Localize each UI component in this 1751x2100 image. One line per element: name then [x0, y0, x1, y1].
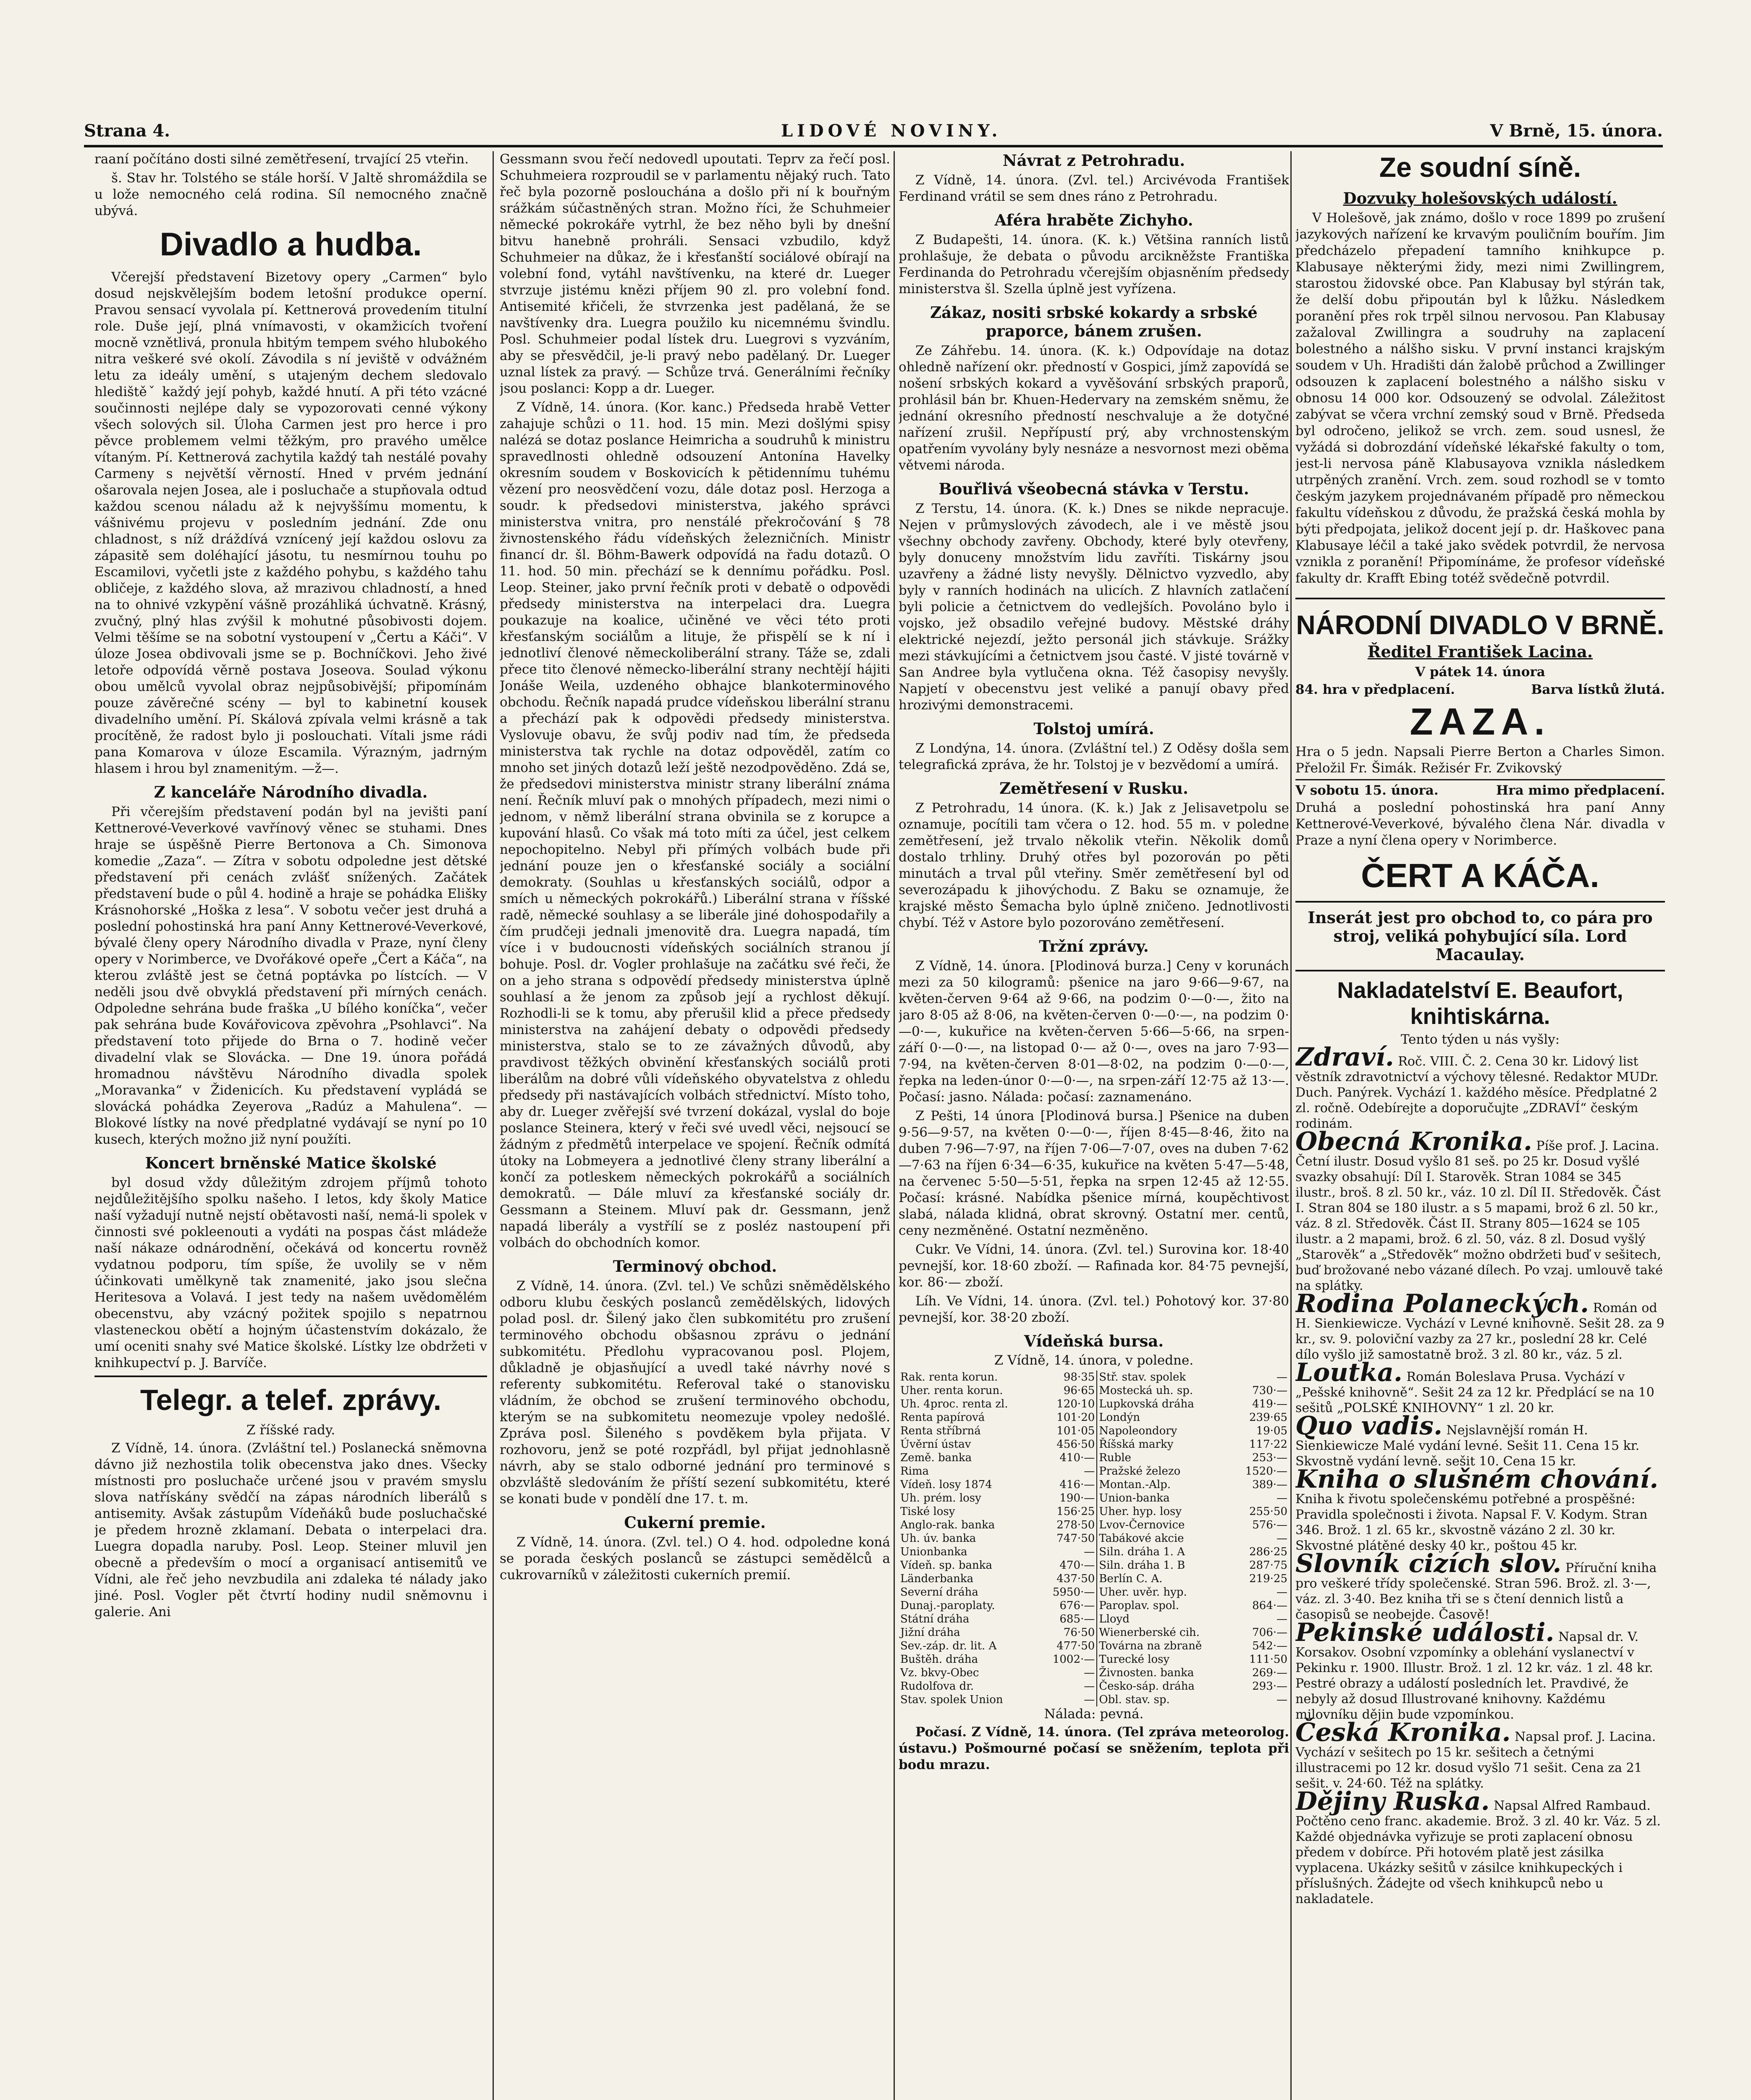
security-name: Turecké losy	[1099, 1653, 1170, 1666]
security-price: 239·65	[1249, 1411, 1287, 1424]
column-rule	[894, 151, 895, 2100]
security-name: Uh. prém. losy	[900, 1492, 981, 1504]
security-name: Úvěrní ústav	[900, 1438, 971, 1451]
security-price: 19·05	[1256, 1425, 1287, 1437]
article-paragraph: Z Petrohradu, 14 února. (K. k.) Jak z Jelisavetpolu se oznamuje, pocítili tam včera o 12. hod. 55 m. v poledne zemětřesení, jež trvalo několik vteřin. Několik domů dostalo trhliny. Druhý otřes byl pozorován po pěti minutách a trval půl vteřiny. Směr zemětřesení byl od severozápadu k jihovýchodu. Z Baku se oznamuje, že krajské město Šemacha bylo úplně zničeno. Jednotlivosti chybí. Též v Astore bylo pozorováno zemětřesení.	[899, 801, 1289, 930]
article-heading: Dozvuky holešovských událostí.	[1343, 189, 1617, 207]
article-paragraph: byl dosud vždy důležitým zdrojem příjmů tohoto nejdůležitějšího spolku našeho. I letos, kdy školy Matice naší vyžadují nutně nejstí obětavosti naší, nemá-li spolek v činnosti své pokleenouti a vydáti na pospas část mládeže naší nákaze odnárodnění, očekává od koncertu rovněž vydatnou podporu, tím spíše, že uvolily se v něm účinkovati umělkyně tak znamenité, jako jsou slečna Heritesova a Volavá. I jest tedy na našem uvědomělém obecenstvu, aby vzácný požitek spojilo s nepatrnou vlasteneckou obětí a hojným účastenstvím dokázalo, že umí oceniti snahy své Matice školské. Lístky lze obdržeti v knihkupectví p. J. Barvíče.	[94, 1175, 487, 1370]
security-name: Ruble	[1099, 1452, 1131, 1464]
article-paragraph: Gessmann svou řečí nedovedl upoutati. Teprv za řečí posl. Schuhmeiera rozproudil se v parlamentu nějaký ruch. Tato řeč byla pozorně poslouchána a došlo při ní k bouřným srážkám súčastněných stran. Možno říci, že Schuhmeier německé pokrokáře vytrhl, že bez něho byli by dnešní bitvu hanebně prohráli. Sensaci vzbudilo, když Schuhmeier na důkaz, že i křesťanští sociálové obírají na volební fond, vytáhl navštívenku, na které dr. Lueger stvrzuje jistému knězi příjem 90 zl. pro volební fond. Antisemité křičeli, že stvrzenka jest padělaná, že se navštívenky dra. Luegra použilo ku nicemnému švindlu. Posl. Schuhmeier podal lístek dru. Luegrovi s vyzváním, aby se přesvědčil, je-li pravý nebo padělaný. Dr. Lueger uznal lístek za pravý. — Schůze trvá. Generálními řečníky jsou poslanci: Kopp a dr. Lueger.	[500, 152, 890, 396]
book-ad	[1295, 1358, 1665, 1416]
article-paragraph: Z Vídně, 14. února. (Kor. kanc.) Předseda hrabě Vetter zahajuje schůzi o 11. hod. 15 min. Mezi došlými spisy nalézá se dotaz poslance Heimricha a soudruhů k ministru spravedlnosti ohledně odsouzení Antonína Havelky okresním soudem v Boskovicích k pětidennímu tuhému vězení pro neosvědčení vozu, dále dotaz posl. Herzoga a soudr. k předsedovi ministerstva, jakého správci ministerstva vnitra, pro nenstálé překročování § 78 živnostenského řádu vídeňských železničních. Ministr financí dr. šl. Böhm-Bawerk odpovídá na řadu dotazů. O 11. hod. 50 min. přechází se k dennímu pořádku. Posl. Leop. Steiner, jako první řečník proti v debatě o odpovědi předsedy ministerstva na interpelaci dra. Luegra poukazuje na koalice, učiněné ve věci této proti křesťanským sociálům a lituje, že přispělí se k ní i jednotliví členové německoliberální strany. Táže se, zdali přece tito členové německo-liberální strany nechtějí hájiti Jonáše Weila, uzdeného obhajce blankoterminového obchodu. Řečník napadá prudce vídeňskou liberální stranu a přechází pak k odpovědi předsedy ministerstva. Vyslovuje obavu, že svůj podiv nad tím, že předseda ministerstva tak rychle na dotaz odpověděl, zatím co mnoho set jiných dotazů leží ještě nezodpověděno. Zdá se, že předsedovi ministerstva ministr strany liberální známa není. Řečník mluví pak o mnohých případech, mezi nimi o jednom, v němž liberální strana obvinila se z korupce a kupování hlasů. Co však má toto míti za účel, jest celkem nepochopitelno. Nebyl při přímých volbách bude při jednání pouze jen o křesťanské sociály a sociální demokraty. (Souhlas u křesťanských sociálů, odpor a smích u německých pokrokářů.) Liberální strana v říšské radě, německé souhlasy a se liberále jiné dohospodařily a čím prudčeji jednali jmenovitě dra. Luegra napadá, tím více i v budoucnosti vídeňských sociálních stranou jí bohuje. Posl. dr. Vogler prohlašuje na začátku své řeči, že on a jeho strana s odpovědí předsedy ministerstva úplně souhlasí a že jenom za způsob její a rychlost děkují. Rozhodli-li se k tomu, aby přerušil klid a přece předsedy ministerstva na zahájení debaty o odpovědi předsedy ministerstva, stalo se to ze závažných důvodů, aby pravdivost těžkých obvinění křesťanských sociálů proti liberálům na dobré vůli vídeňského obyvatelstva z ohledu předsedy při nastávajících volbách střednictví. Místo toho, aby dr. Lueger zvěřejší své tvrzení dokázal, vyslal do boje poslance Steinera, který v řeči své uvedl věci, nejsoucí se žádným z předmětů interpelace ve spojení. Řečník odmítá útoky na Lobmeyera a jednotlivé členy strany liberální a končí za potleskem německých pokrokářů a sociálních demokratů. — Dále mluví za křesťanské sociály dr. Gessmann a Steinem. Mluví pak dr. Gessmann, jenž napadá liberály a vystřílí se z posléz nastoupení při volbách do obchodních komor.	[500, 400, 890, 1250]
section-divider	[94, 1376, 487, 1377]
security-name: Česko-sáp. dráha	[1099, 1680, 1195, 1693]
security-name: Länderbanka	[900, 1572, 974, 1585]
security-price: 117·22	[1249, 1438, 1287, 1451]
book-title: Pekinské události.	[1295, 1618, 1554, 1647]
security-price: 219·25	[1249, 1572, 1287, 1585]
security-price: 255·50	[1249, 1505, 1287, 1518]
market-row	[899, 1626, 1289, 1639]
security-price: —	[1277, 1693, 1287, 1706]
market-row	[899, 1424, 1289, 1438]
market-row	[899, 1411, 1289, 1424]
book-ad	[1295, 1549, 1665, 1622]
security-price: 120·10	[1039, 1397, 1097, 1411]
security-price: 730·—	[1252, 1384, 1287, 1397]
article-paragraph: Z Budapešti, 14. února. (K. k.) Většina ranních listů prohlašuje, že debata o původu arcikněžste Františka Ferdinanda do Petrohradu včerejším objasněním předsedy ministerstva šl. Szella úplně jest vyřízena.	[899, 232, 1289, 297]
security-name: Uh. úv. banka	[900, 1532, 976, 1545]
ticket-colour-note: Barva lístků žlutá.	[1531, 682, 1665, 697]
section-heading: Telegr. a telef. zprávy.	[140, 1383, 442, 1416]
security-price: —	[1277, 1532, 1287, 1545]
security-price: 1520·—	[1245, 1465, 1287, 1478]
security-name: Továrna na zbraně	[1099, 1640, 1202, 1652]
masthead-title: LIDOVÉ NOVINY.	[781, 121, 1002, 141]
market-row	[899, 1478, 1289, 1491]
security-name: Pražské železo	[1099, 1465, 1181, 1478]
security-price: 542·—	[1252, 1640, 1287, 1652]
security-name: Stř. stav. spolek	[1099, 1371, 1186, 1383]
book-description: Kniha k řivotu společenskému potřebné a prospěšné: Pravidla společnosti i života. Napsal F. V. Kodym. Stran 346. Brož. 1 zl. 65 kr., skvostně vázáno 2 zl. 30 kr. Skvostné plátěné desky 40 kr., poštou 45 kr.	[1295, 1492, 1648, 1553]
market-row	[899, 1505, 1289, 1518]
market-table-subheading: Z Vídně, 14. února, v poledne.	[994, 1353, 1194, 1368]
publisher-intro: Tento týden u nás vyšly:	[1400, 1032, 1560, 1047]
theatre-ad-title: NÁRODNÍ DIVADLO V BRNĚ.	[1295, 598, 1665, 640]
security-price: 287·75	[1249, 1559, 1287, 1572]
security-name: Siln. dráha 1. B	[1099, 1559, 1185, 1572]
security-price: 101·05	[1039, 1424, 1097, 1438]
article-paragraph: Z Terstu, 14. února. (K. k.) Dnes se nikde nepracuje. Nejen v průmyslových závodech, ale i ve městě jsou všechny obchody zavřeny. Obchody, které byly otevřeny, byly donuceny množstvím lidu zavříti. Tiskárny jsou uzavřeny a žádné listy nevyšly. Dělnictvo vyzvedlo, aby byly v ranních hodinách na ulicích. Z hlavních zatlačení byli policie a četnictvem do vedlejších. Povoláno bylo i vojsko, jež obsadilo veřejné budovy. Městské dráhy elektrické nejezdí, ježto personál jich stávkuje. Srážky mezi stávkujícími a četnictvem jsou časté. V jisté továrně v San Andree byla vytlučena okna. Též časopisy nevyšly. Napjetí v obecenstvu jest veliké a panují obavy před hrozivými demonstracemi.	[899, 501, 1289, 713]
column-2	[500, 151, 890, 2100]
security-price: —	[1039, 1693, 1097, 1706]
article-paragraph: Z Vídně, 14. února. (Zvl. tel.) O 4. hod. odpoledne koná se porada českých poslanců se zástupci semědělců a cukrovarníků v záležitosti cukerních premií.	[500, 1535, 890, 1583]
article-paragraph: Včerejší představení Bizetovy opery „Carmen“ bylo dosud nejskvělejším bodem letošní produkce operní. Pravou sensací vyvolala pí. Kettnerová provedením titulní role. Duše její, plná vnímavosti, v okamžicích tvoření mocně vznětlivá, pronula hbitým tempem svého hlubokého nitra veškeré své okolí. Závodila s ní jeviště v odvážném letu za ideály umění, s utajeným dechem sledovalo hledištěˇ každý její pohyb, každé hnutí. A při této vzácné součinnosti nejlépe daly se vypozorovati cenné výkony všech solových sil. Úloha Carmen jest pro herce i pro pěvce problemem velmi těžkým, pro pravého umělce vítaným. Pí. Kettnerová zachytila každý tah nestálé povahy Carmeny s největší věrností. Hned v prvém jednání ošarovala nejen Josea, ale i posluchače a stupňovala odtud každou scenou náladu až k nejvyššímu momentu, k vášnivému projevu v posledním jednání. Zde onu chladnost, s níž dráždívá vznícený její každou oslovu za zápasitě sem doléhající jásotu, tu nesmírnou touhu po Escamilovi, vyčetli jste z každého pohybu, s každého tahu obličeje, z každého slova, až mrazivou chladností, a hned na to ohnivé vzkypění vášně prozáhliká úchvatně. Krásný, zvučný, plný hlas zvýšil k mohutné působivosti dojem. Velmi těšíme se na sobotní vystoupení v „Čertu a Káči“. V úloze Josea obdivovali jsme se p. Bochníčkovi. Jeho živé letoře odpovídá věrně postava Joseova. Soulad výkonu obou umělců vyvolal obraz nejpůsobivější; připomínám pouze závěrečné scény — byl to kabinetní kousek divadelního umění. Pí. Skálová zpívala velmi krásně a tak procítěně, že radost bylo ji poslouchati. Vítali jsme rádi pana Komarova v úloze Escamila. Výrazným, jadrným hlasem i hrou byl znamenitým. —ž—.	[94, 270, 487, 776]
book-title: Obecná Kronika.	[1295, 1127, 1532, 1156]
security-price: 470·—	[1039, 1559, 1097, 1572]
security-name: Lupkovská dráha	[1099, 1398, 1194, 1410]
market-row	[899, 1438, 1289, 1451]
theatre-director: Ředitel František Lacina.	[1367, 642, 1593, 661]
security-price: 706·—	[1252, 1626, 1287, 1639]
security-price: 253·—	[1252, 1452, 1287, 1464]
security-price: 437·50	[1039, 1572, 1097, 1586]
book-description: Napsal dr. V. Korsakov. Osobní vzpomínky a oblehání vyslanectví v Pekinku r. 1900. Illustr. Brož. 1 zl. 12 kr. váz. 1 zl. 48 kr. Pestré obrazy a událostí posledních let. Pravdivé, že nebyly až dosud Illustrované knihovny. Každému milovníku dějin bude vzpomínkou.	[1295, 1630, 1653, 1722]
security-name: Renta stříbrná	[900, 1425, 981, 1437]
article-heading: Tržní zprávy.	[1039, 937, 1149, 956]
book-title: Dějiny Ruska.	[1295, 1787, 1490, 1816]
security-name: Rudolfova dr.	[900, 1680, 974, 1693]
security-name: Union-banka	[1099, 1492, 1170, 1504]
market-row	[899, 1370, 1289, 1384]
security-price: 269·—	[1252, 1667, 1287, 1679]
performance-date: V sobotu 15. února.	[1295, 783, 1439, 798]
market-row	[899, 1653, 1289, 1666]
article-heading: Zemětřesení v Rusku.	[999, 779, 1188, 798]
security-price: 389·—	[1252, 1478, 1287, 1491]
book-ad	[1295, 1787, 1665, 1907]
market-row	[899, 1572, 1289, 1586]
article-heading: Koncert brněnské Matice školské	[145, 1154, 437, 1172]
security-name: Buštěh. dráha	[900, 1653, 978, 1666]
article-paragraph: š. Stav hr. Tolstého se stále horší. V Jaltě shromáždila se u lože nemocného celá rodina. Síl nemocného značně ubývá.	[94, 171, 487, 218]
book-description: Napsal prof. J. Lacina. Vychází v sešitech po 15 kr. sešitech a četnými illustracemi po 12 kr. dosud vyšlo 71 sešit. Cena za 21 sešit. v. 24·60. Též na splátky.	[1295, 1730, 1656, 1791]
security-price: 747·50	[1039, 1532, 1097, 1545]
security-name: Sev.-záp. dr. lit. A	[900, 1640, 997, 1652]
article-paragraph: Z Pešti, 14 února [Plodinová bursa.] Pšenice na duben 9·56—9·57, na květen 0·—0·—, říjen 8·45—8·46, žito na duben 7·96—7·97, na říjen 7·06—7·07, oves na duben 7·62—7·63 na říjen 6·34—6·35, kukuřice na květen 5·47—5·48, na červenec 5·50—5·51, řepka na srpen 12·45 až 12·55. Počasí: krásné. Nabídka pšenice mírná, koupěchtivost slabá, nálada klidná, obrat skrovný. Ostatní mer. centů, ceny nezměněné. Ostatní nezměněno.	[899, 1108, 1289, 1238]
security-price: —	[1277, 1492, 1287, 1504]
market-row	[899, 1639, 1289, 1653]
security-name: Napoleondory	[1099, 1425, 1177, 1437]
security-price: 456·50	[1039, 1438, 1097, 1451]
security-price: 278·50	[1039, 1518, 1097, 1532]
security-name: Vz. bkvy-Obec	[900, 1667, 979, 1679]
book-ad	[1295, 1718, 1665, 1791]
page-number: Strana 4.	[84, 121, 170, 141]
performance-info-row	[1295, 682, 1665, 697]
security-price: 416·—	[1039, 1478, 1097, 1491]
security-name: Dunaj.-paroplaty.	[900, 1599, 995, 1612]
market-row	[899, 1666, 1289, 1680]
book-title: Česká Kronika.	[1295, 1718, 1511, 1747]
market-row	[899, 1451, 1289, 1465]
weather-report: Počasí. Z Vídně, 14. února. (Tel zpráva meteorolog. ústavu.) Pošmourné počasí se sněžením, teplota při bodu mrazu.	[899, 1725, 1289, 1772]
market-row	[899, 1693, 1289, 1706]
article-paragraph: V Holešově, jak známo, došlo v roce 1899 po zrušení jazykových nařízení ke krvavým pouličním bouřím. Jim předcházelo přepadení tamního knihkupce p. Klabusaye některými židy, mezi nimi Zwillingrem, starostou židovské obce. Pan Klabusay byl stýrán tak, že delší dobu připoután byl k lůžku. Následkem poranění přes rok trpěl silnou nervosou. Pan Klabusay zažaloval Zwillingra a soudruhy na zaplacení bolestného a nálšho sisku. V první instanci krajským soudem v Uh. Hradišti dán žalobě průchod a Zwillinger odsouzen k zaplacení bolestného a nálšho sisku v obnosu 14 000 kor. Odsouzený se odvolal. Záležitost zabývat se včera vrchní zemský soud v Brně. Předseda byl odročeno, jelikož se vrch. zem. soud usnesl, že vyžádá si dobrozdání vídeňské lékařské fakulty o tom, jest-li nervosa páně Klabusayova vznikla následkem utrpěných zranění. Vrch. zem. soud rozhodl se v tomto českým jazykem projednávaném případě pro německou fakultu vídeňskou z důvodu, že pražská česká mohla by býti předpojata, jelikož docent její p. dr. Haškovec pana Klabusaye léčil a také jako svědek potvrdil, že nervosa vznikla z poranění! Připomínáme, že profesor vídeňské fakulty dr. Krafft Ebing totéž svědečně potvrdil.	[1295, 210, 1665, 586]
book-description: Román Boleslava Prusa. Vychází v „Pešské knihovně“. Sešit 24 za 12 kr. Předplácí se na 10 sešitů „POLSKÉ KNIHOVNY“ 1 zl. 20 kr.	[1295, 1370, 1654, 1415]
article-heading: Návrat z Petrohradu.	[1002, 151, 1185, 170]
security-name: Siln. dráha 1. A	[1099, 1546, 1185, 1558]
article-heading: Z kanceláře Národního divadla.	[154, 783, 428, 801]
security-name: Jižní dráha	[900, 1626, 960, 1639]
column-rule	[1290, 151, 1292, 2100]
security-price: 293·—	[1252, 1680, 1287, 1693]
security-price: 286·25	[1249, 1546, 1287, 1558]
book-description: Román od H. Sienkiewicze. Vychází v Levné knihovně. Sešit 28. za 9 kr., sv. 9. poloviční vazby za 27 kr., poslední 28 kr. Celé dílo vyšlo již samostatně brož. 3 zl. 80 kr., váz. 5 zl.	[1295, 1301, 1664, 1362]
market-table	[899, 1370, 1289, 1706]
market-row	[899, 1397, 1289, 1411]
subscription-note: 84. hra v předplacení.	[1295, 682, 1455, 697]
article-heading: Cukerní premie.	[624, 1513, 766, 1532]
publisher-heading: Nakladatelství E. Beaufort, knihtiskárna.	[1337, 978, 1623, 1029]
book-title: Rodina Polaneckých.	[1295, 1289, 1589, 1318]
security-price: 864·—	[1252, 1599, 1287, 1612]
security-price: —	[1039, 1545, 1097, 1559]
security-price: 101·20	[1039, 1411, 1097, 1424]
book-description: Příruční kniha pro veškeré třídy společenské. Stran 596. Brož. zl. 3·—, váz. zl. 3·40. Bez kniha tři se s čtení dennich listů a časopisů se neobejde. Časově!	[1295, 1561, 1657, 1622]
security-price: 676·—	[1039, 1599, 1097, 1612]
security-name: Rak. renta korun.	[900, 1371, 998, 1383]
book-description: Píše prof. J. Lacina. Četní ilustr. Dosud vyšlo 81 seš. po 25 kr. Dosud vyšlé svazky obsahují: Díl I. Starověk. Stran 1084 se 345 ilustr., broš. 8 zl. 50 kr., váz. 10 zl. Díl II. Středověk. Část I. Stran 804 se 180 ilustr. a s 5 mapami, brož 6 zl. 50 kr., váz. 8 zl. Středověk. Část II. Strany 805—1624 se 105 ilustr. a 2 mapami, brož. 6 zl. 50, váz. 8 zl. Dosud vyšlý „Starověk“ a „Středověk“ možno obdržeti buď v sešitech, buď brožované nebo vázané dílech. Po vzaj. umlouvě také na splátky.	[1295, 1139, 1663, 1293]
security-price: 477·50	[1039, 1639, 1097, 1653]
security-price: —	[1039, 1465, 1097, 1478]
security-price: 1002·—	[1039, 1653, 1097, 1666]
security-name: Vídeň. sp. banka	[900, 1559, 993, 1572]
security-price: 5950·—	[1039, 1586, 1097, 1599]
book-ad	[1295, 1411, 1665, 1469]
market-row	[899, 1559, 1289, 1572]
book-description: Napsal Alfred Rambaud. Počtěno ceno franc. akademie. Brož. 3 zl. 40 kr. Váz. 5 zl. Každé objednávka vyřizuje se proti zaplacení obnosu předem v dobírce. Při hotovém platě jest zásilka vyplacena. Ukázky sešitů v zásilce knihkupeckých i příslušných. Žádejte od všech knihkupců nebo u nakladatele.	[1295, 1798, 1661, 1906]
market-mood: Nálada: pevná.	[1044, 1706, 1144, 1722]
market-row	[899, 1545, 1289, 1559]
article-paragraph: Cukr. Ve Vídni, 14. února. (Zvl. tel.) Surovina kor. 18·40 pevnejší, kor. 18·60 zboží. — Rafinada kor. 84·75 pevnejší, kor. 86·— zboží.	[899, 1242, 1289, 1290]
article-paragraph: Z Vídně, 14. února. [Plodinová burza.] Ceny v korunách mezi za 50 kilogramů: pšenice na jaro 9·66—9·67, na květen-červen 9·64 až 9·66, na podzim 0·—0·—, žito na jaro 8·05 až 8·06, na květen-červen 0·—0·—, na podzim 0·—0·—, kukuřice na květen-červen 5·66—5·66, na srpen-září 0·—0·—, na listopad 0·— až 0·—, oves na jaro 7·93—7·94, na květen-červen 8·01—8·02, na podzim 0·—0·—, řepka na leden-únor 0·—0·—, na srpen-září 12·75 až 13·—. Počasí: jasno. Nálada: počasí: zaznamenáno.	[899, 958, 1289, 1105]
column-3	[899, 151, 1289, 2100]
security-price: 576·—	[1252, 1519, 1287, 1531]
market-row	[899, 1586, 1289, 1599]
article-heading: Tolstoj umírá.	[1033, 719, 1154, 738]
security-name: Berlín C. A.	[1099, 1572, 1163, 1585]
security-price: —	[1277, 1613, 1287, 1625]
security-price: —	[1039, 1680, 1097, 1693]
column-rule	[493, 151, 494, 2100]
security-price: 156·25	[1039, 1505, 1097, 1518]
section-heading: Ze soudní síně.	[1379, 152, 1581, 183]
article-paragraph: Při včerejším představení podán byl na jevišti paní Kettnerové-Veverkové vavřínový věnec se stuhami. Dnes hraje se úspěšně Pierre Bertonova a Ch. Simonova komedie „Zaza“. — Zítra v sobotu odpoledne jest dětské představení při cenách zvlášť snížených. Začátek představení bude o půl 4. hodině a hraje se pohádka Elišky Krásnohorské „Hoška z lesa“. V sobotu večer jest druhá a poslední pohostinská hra paní Anny Kettnerové-Veverkové, bývalé členy opery Národního divadla v Praze, nyní členy opery v Norimberce, ve Dvořákové opeře „Čert a Káča“, na kterou zvláště jest se četná poptávka po lístcích. — V neděli jsou dvě obvyklá představení při mírných cenách. Odpoledne sehrána bude fraška „U bílého koníčka“, večer pak sehrána bude Kovářovicova zpěvohra „Psohlavci“. Na představení toto přijede do Brna o 7. hodině večer divadelní vlak se Slovácka. — Dne 19. února pořádá hromadnou návštěvu Národního divadla spolek „Moravanka“ v Židenicích. Ku představení vypládá se slovácká pohádka Zeyerova „Radúz a Mahulena“. — Blokové lístky na nové předplatné vydávají se nyní po 10 kusech, kterých možno již nyní použíti.	[94, 804, 487, 1147]
book-ad	[1295, 1289, 1665, 1362]
play-description: Hra o 5 jedn. Napsali Pierre Berton a Charles Simon. Přeložil Fr. Šimák. Režisér Fr. Zvikovský	[1295, 744, 1665, 776]
book-ad	[1295, 1127, 1665, 1294]
play-description: Druhá a poslední pohostinská hra paní Anny Kettnerové-Veverkové, bývalého člena Nár. divadla v Praze a nyní člena opery v Norimberce.	[1295, 800, 1665, 848]
section-subheading: Z říšské rady.	[246, 1423, 336, 1438]
book-ad	[1295, 1465, 1665, 1554]
security-name: Lloyd	[1099, 1613, 1130, 1625]
security-name: Londýn	[1099, 1411, 1140, 1424]
security-name: Lvov-Černovice	[1099, 1519, 1185, 1531]
column-1	[94, 151, 487, 2100]
article-heading: Vídeňská bursa.	[1024, 1332, 1164, 1350]
security-name: Uher. hyp. losy	[1099, 1505, 1182, 1518]
column-4	[1295, 151, 1665, 2100]
security-name: Vídeň. losy 1874	[900, 1478, 992, 1491]
security-name: Stav. spolek Union	[900, 1693, 1003, 1706]
security-price: 419·—	[1252, 1398, 1287, 1410]
article-heading: Bouřlivá všeobecná stávka v Terstu.	[938, 480, 1249, 498]
security-name: Živnosten. banka	[1099, 1667, 1194, 1679]
security-name: Paroplav. spol.	[1099, 1599, 1180, 1612]
book-ad	[1295, 1042, 1665, 1131]
security-name: Wienerberské cih.	[1099, 1626, 1200, 1639]
security-name: Rima	[900, 1465, 929, 1478]
security-name: Uh. 4proc. renta zl.	[900, 1398, 1008, 1410]
market-row	[899, 1518, 1289, 1532]
security-price: 76·50	[1039, 1626, 1097, 1639]
security-name: Unionbanka	[900, 1546, 967, 1558]
security-name: Tiské losy	[900, 1505, 955, 1518]
market-row	[899, 1384, 1289, 1397]
security-price: —	[1277, 1586, 1287, 1599]
security-name: Severní dráha	[900, 1586, 978, 1599]
section-heading: Divadlo a hudba.	[160, 226, 422, 262]
security-name: Montan.-Alp.	[1099, 1478, 1171, 1491]
book-title: Quo vadis.	[1295, 1411, 1442, 1441]
book-ads-list	[1295, 1042, 1665, 1907]
article-paragraph: Líh. Ve Vídni, 14. února. (Zvl. tel.) Pohotový kor. 37·80 pevnejší, kor. 38·20 zboží.	[899, 1294, 1289, 1325]
performance-date: V pátek 14. února	[1415, 664, 1545, 680]
security-price: 98·35	[1039, 1370, 1097, 1384]
security-name: Říšská marky	[1099, 1438, 1174, 1451]
security-price: 685·—	[1039, 1612, 1097, 1626]
market-row	[899, 1465, 1289, 1478]
security-price: 111·50	[1249, 1653, 1287, 1666]
subscription-note: Hra mimo předplacení.	[1496, 783, 1665, 798]
market-row	[899, 1491, 1289, 1505]
book-title: Kniha o slušném chování.	[1295, 1465, 1659, 1494]
security-name: Státní dráha	[900, 1613, 970, 1625]
book-title: Slovník cizích slov.	[1295, 1549, 1562, 1578]
article-heading: Terminový obchod.	[613, 1257, 777, 1276]
page-header	[84, 116, 1663, 147]
security-name: Mostecká uh. sp.	[1099, 1384, 1193, 1397]
market-row	[899, 1680, 1289, 1693]
book-title: Loutka.	[1295, 1358, 1402, 1387]
article-paragraph: Ze Záhřebu. 14. února. (K. k.) Odpovídaje na dotaz ohledně nařízení okr. předností v Gospici, jímž zapovídá se nošení srbských kokard a vyvěšování srbských praporů, prohlásil bán br. Khuen-Hedervary na zemském sněmu, že jednání okresního předností neschvaluje a že dotyčné nařízení zrušil. Nepřípustí prý, aby vrchnostenským opatřením vyvolány byly nesnáze a nesvornost mezi oběma větvemi národa.	[899, 343, 1289, 473]
security-price: 190·—	[1039, 1491, 1097, 1505]
article-paragraph: raaní počítáno dosti silné zemětřesení, trvající 25 vteřin.	[94, 152, 469, 167]
article-paragraph: Z Vídně, 14. února. (Zvl. tel.) Arcivévoda František Ferdinand vrátil se sem dnes ráno z Petrohradu.	[899, 173, 1289, 204]
article-heading: Aféra hraběte Zichyho.	[994, 211, 1193, 229]
article-paragraph: Z Londýna, 14. února. (Zvláštní tel.) Z Oděsy došla sem telegrafická zpráva, že hr. Tolstoj je v bezvědomí a umírá.	[899, 741, 1289, 772]
performance-info-row	[1295, 779, 1665, 798]
market-row	[899, 1532, 1289, 1545]
security-name: Uher. uvěr. hyp.	[1099, 1586, 1187, 1599]
security-name: Anglo-rak. banka	[900, 1519, 995, 1531]
security-name: Tabákové akcie	[1099, 1532, 1184, 1545]
market-row	[899, 1612, 1289, 1626]
security-price: 96·65	[1039, 1384, 1097, 1397]
security-name: Renta papírová	[900, 1411, 985, 1424]
security-price: —	[1039, 1666, 1097, 1680]
play-title: ZAZA.	[1410, 701, 1551, 743]
article-paragraph: Z Vídně, 14. února. (Zvl. tel.) Ve schůzi sněmědělského odboru klubu českých poslanců zemědělských, lidových polad posl. dr. Šilený jako člen subkomitétu pro zrušení terminového obchodu obšasnou zprávu o jednání subkomitétu. Předlohu vypracovanou posl. Plojem, důkladně je objasňující a uvedl také návrhy nové s referenty subkomitétu. Referoval také o stanovisku vládním, že obchod se zrušení terminového obchodu, kterým se na subkomitetu neomezuje vpoley nedošlé. Zpráva posl. Šileného s povděkem byla přijata. V rozhovoru, jenž se poté rozpřádl, byl přijat jednohlasně návrh, aby se stalo odborné jednání pro terminové s obzvláště sledováním že příští sezení subkomitétu, které se konati bude v pondělí dne 17. t. m.	[500, 1278, 890, 1507]
issue-date: V Brně, 15. února.	[1490, 121, 1663, 141]
book-title: Zdraví.	[1295, 1042, 1394, 1072]
book-description: Roč. VIII. Č. 2. Cena 30 kr. Lidový list věstník zdravotnictví a výchovy tělesné. Redaktor MUDr. Duch. Panýrek. Vychází 1. každého měsíce. Předplatné 2 zl. ročně. Odebírejte a doporučujte „ZDRAVÍ“ českým rodinám.	[1295, 1054, 1659, 1131]
security-price: 410·—	[1039, 1451, 1097, 1465]
article-heading: Zákaz, nositi srbské kokardy a srbské praporce, bánem zrušen.	[930, 303, 1258, 340]
security-name: Obl. stav. sp.	[1099, 1693, 1170, 1706]
market-row	[899, 1599, 1289, 1612]
security-name: Uher. renta korun.	[900, 1384, 1003, 1397]
security-price: —	[1277, 1371, 1287, 1383]
advertising-quote: Inserát jest pro obchod to, co pára pro stroj, veliká pohybující síla. Lord Macaulay.	[1295, 901, 1665, 971]
article-paragraph: Z Vídně, 14. února. (Zvláštní tel.) Poslanecká sněmovna dávno již nezhostila tolik obecenstva jako dnes. Všecky místnosti pro posluchače určené jsou v pravém smyslu slova natřískány svědčí na zápas národních liberálů s antisemity. Avšak zástupům Vídeňáků bude posluchačské je předem hrozně zklamaní. Debata o interpelaci dra. Luegra dopadla naruby. Posl. Leop. Steiner mluvil jen obecně a především o mocí a organisací antisemitů ve Vídni, ale řeč jeho nevzbudila ani zdaleka té nálady jako jiné. Posl. Vogler pět čtvrtí hodiny nudil sněmovnu i galerie. Ani	[94, 1441, 487, 1620]
opera-title: ČERT A KÁČA.	[1361, 857, 1599, 894]
book-ad	[1295, 1618, 1665, 1722]
book-description: Nejslavnější román H. Sienkiewicze Malé vydání levné. Sešit 11. Cena 15 kr. Skvostně vydání levně. sešit 10. Cena 15 kr.	[1295, 1423, 1640, 1469]
security-name: Země. banka	[900, 1452, 972, 1464]
